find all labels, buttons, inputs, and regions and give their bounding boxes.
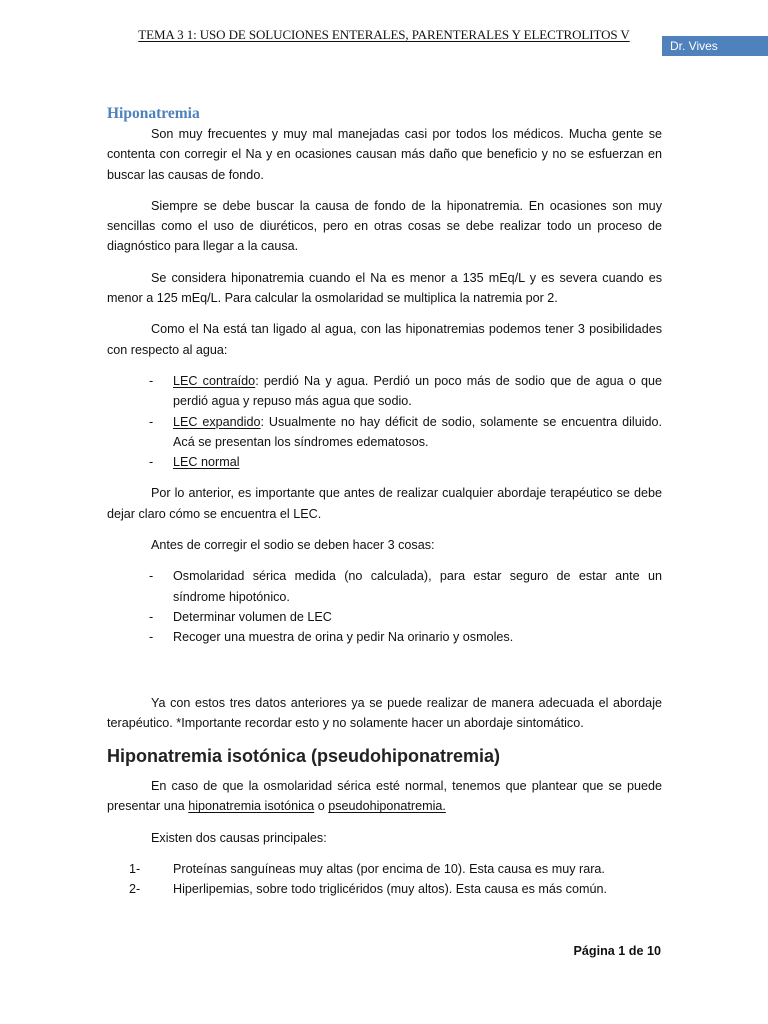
paragraph: Por lo anterior, es importante que antes de realizar cualquier abordaje terapéutico se debe dejar claro cómo se encuentra el LEC. (107, 486, 662, 521)
list-marker: - (149, 630, 154, 645)
list-text: : perdió Na y agua. Perdió un poco más de sodio que de agua o que perdió agua y repuso más agua que sodio. (173, 373, 662, 409)
page-number (574, 944, 662, 958)
paragraph (107, 776, 662, 817)
document-body (107, 104, 662, 900)
list-text: Hiperlipemias, sobre todo triglicéridos (muy altos). Esta causa es más común. (173, 882, 607, 897)
causes-list (107, 859, 662, 900)
paragraph-text: En caso de que la osmolaridad sérica esté normal, tenemos que plantear que se puede presentar una (107, 779, 662, 814)
paragraph: Como el Na está tan ligado al agua, con las hiponatremias podemos tener 3 posibilidades con respecto al agua: (107, 322, 662, 357)
list-item (107, 627, 662, 647)
list-text: Recoger una muestra de orina y pedir Na orinario y osmoles. (173, 630, 514, 645)
list-item (107, 859, 662, 879)
list-marker: 1- (129, 862, 141, 877)
list-term: LEC contraído (173, 373, 256, 388)
list-item (107, 452, 662, 472)
list-item (107, 607, 662, 627)
list-text: Osmolaridad sérica medida (no calculada), para estar seguro de estar ante un síndrome hipotónico. (173, 569, 662, 604)
list-item (107, 371, 662, 412)
list-marker: - (149, 455, 154, 470)
section-heading-hiponatremia: Hiponatremia (107, 105, 200, 122)
list-item (107, 879, 662, 899)
list-marker: - (149, 414, 154, 429)
list-item (107, 566, 662, 607)
steps-list (107, 566, 662, 647)
paragraph: Antes de corregir el sodio se deben hacer 3 cosas: (151, 538, 435, 553)
lec-list (107, 371, 662, 472)
list-marker: - (149, 569, 154, 584)
paragraph: Ya con estos tres datos anteriores ya se puede realizar de manera adecuada el abordaje terapéutico. *Importante recordar esto y no solamente hacer un abordaje sintomático. (107, 695, 662, 730)
list-marker: - (149, 609, 154, 624)
list-term: LEC expandido (173, 414, 261, 429)
list-marker: 2- (129, 882, 141, 897)
paragraph-text: o (314, 799, 329, 814)
paragraph: Existen dos causas principales: (151, 830, 327, 845)
term-pseudohiponatremia: pseudohiponatremia. (328, 799, 446, 814)
list-marker: - (149, 373, 154, 388)
document-header-title: TEMA 3 1: USO DE SOLUCIONES ENTERALES, PARENTERALES Y ELECTROLITOS V (138, 27, 630, 42)
page-label: Página 1 de 10 (573, 944, 661, 958)
paragraph: Son muy frecuentes y muy mal manejadas casi por todos los médicos. Mucha gente se contenta con corregir el Na y en ocasiones causan más daño que beneficio y no se esfuerzan en buscar las causas de fondo. (107, 127, 662, 182)
list-item (107, 412, 662, 453)
list-term: LEC normal (173, 455, 240, 470)
paragraph: Siempre se debe buscar la causa de fondo de la hiponatremia. En ocasiones son muy sencillas como el uso de diuréticos, pero en otras cosas se debe realizar todo un proceso de diagnóstico para llegar a la causa. (107, 198, 662, 254)
list-text: Proteínas sanguíneas muy altas (por encima de 10). Esta causa es muy rara. (173, 862, 605, 877)
list-text: Determinar volumen de LEC (173, 609, 332, 624)
list-text: : Usualmente no hay déficit de sodio, solamente se encuentra diluido. Acá se presentan los síndromes edematosos. (173, 414, 663, 449)
section-heading-isotonica: Hiponatremia isotónica (pseudohiponatremia) (107, 746, 501, 767)
term-hiponatremia-isotonica: hiponatremia isotónica (188, 799, 315, 814)
author-badge: Dr. Vives (662, 36, 768, 56)
paragraph: Se considera hiponatremia cuando el Na es menor a 135 mEq/L y es severa cuando es menor a 125 mEq/L. Para calcular la osmolaridad se multiplica la natremia por 2. (107, 270, 662, 306)
